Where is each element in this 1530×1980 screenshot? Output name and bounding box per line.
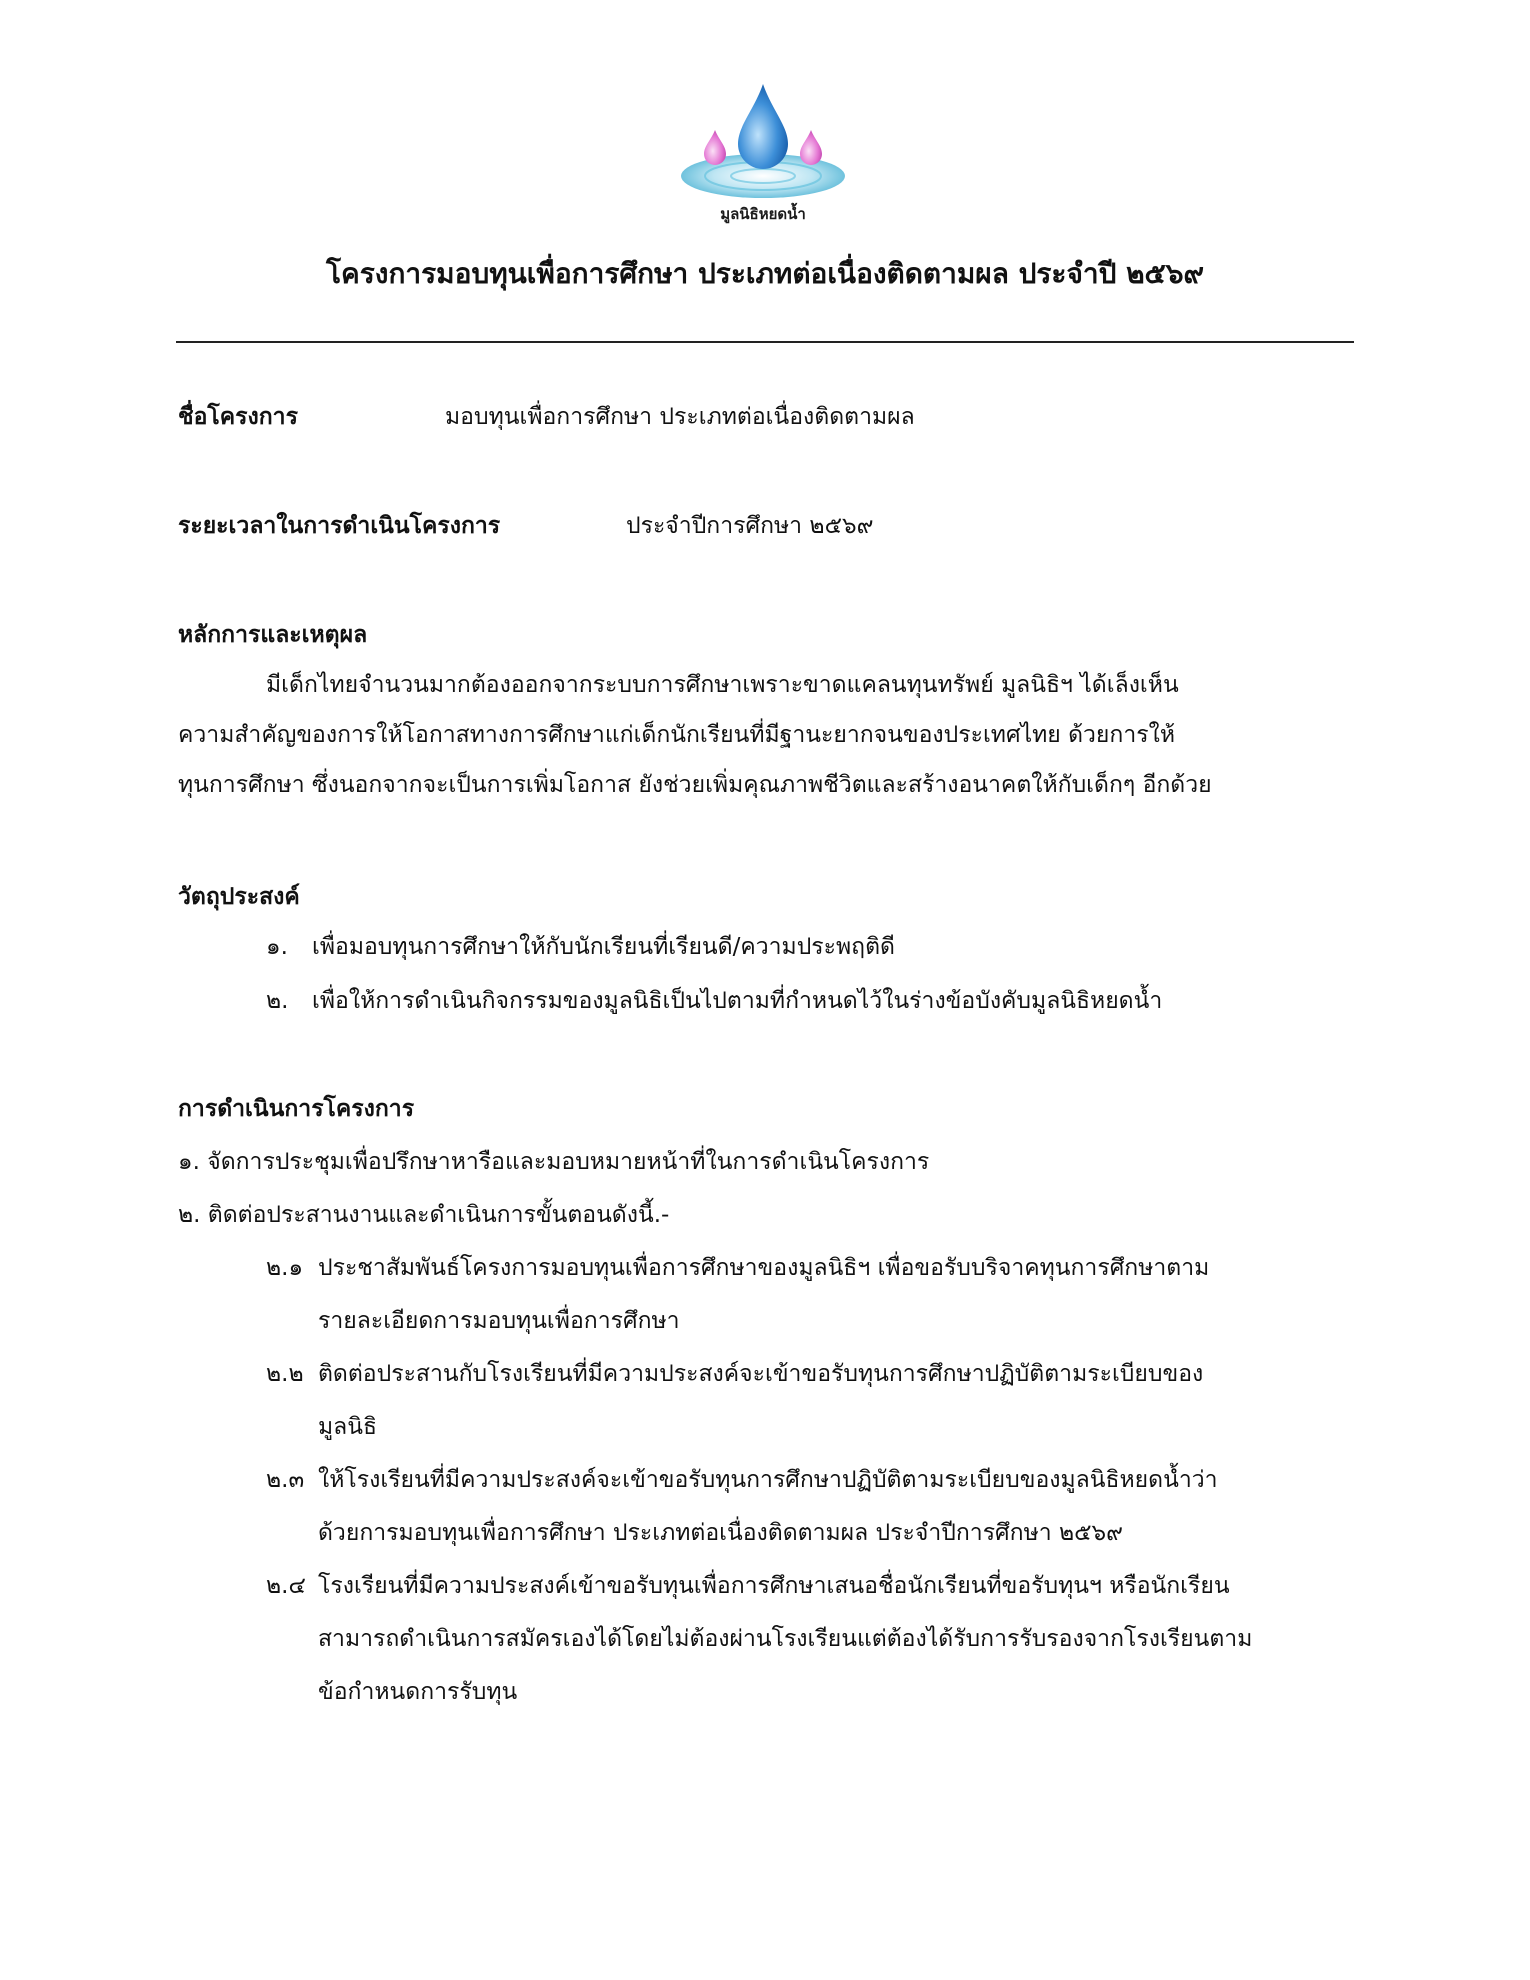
- operation-heading: การดำเนินการโครงการ: [178, 1096, 415, 1122]
- document-title: โครงการมอบทุนเพื่อการศึกษา ประเภทต่อเนื่องติดตามผล ประจำปี ๒๕๖๙: [325, 257, 1205, 290]
- rationale-heading: หลักการและเหตุผล: [178, 622, 368, 648]
- objectives-heading: วัตถุประสงค์: [178, 884, 300, 910]
- operation-item: ๑. จัดการประชุมเพื่อปรึกษาหารือและมอบหมายหน้าที่ในการดำเนินโครงการ: [178, 1149, 930, 1175]
- foundation-logo: [668, 78, 858, 228]
- objective-number: ๒.: [266, 988, 289, 1014]
- objective-text: เพื่อให้การดำเนินกิจกรรมของมูลนิธิเป็นไปตามที่กำหนดไว้ในร่างข้อบังคับมูลนิธิหยดน้ำ: [312, 988, 1163, 1014]
- operation-subitem-line: ติดต่อประสานกับโรงเรียนที่มีความประสงค์จะเข้าขอรับทุนการศึกษาปฏิบัติตามระเบียบของ: [318, 1361, 1204, 1387]
- logo-caption: มูลนิธิหยดน้ำ: [720, 205, 806, 223]
- operation-subitem-line: ประชาสัมพันธ์โครงการมอบทุนเพื่อการศึกษาของมูลนิธิฯ เพื่อขอรับบริจาคทุนการศึกษาตาม: [318, 1255, 1210, 1281]
- rationale-line: ทุนการศึกษา ซึ่งนอกจากจะเป็นการเพิ่มโอกาส ยังช่วยเพิ่มคุณภาพชีวิตและสร้างอนาคตให้กับเด็กๆ อีกด้วย: [178, 772, 1212, 798]
- operation-subitem-number: ๒.๔: [266, 1573, 306, 1599]
- operation-subitem-line: โรงเรียนที่มีความประสงค์เข้าขอรับทุนเพื่อการศึกษาเสนอชื่อนักเรียนที่ขอรับทุนฯ หรือนักเรียน: [318, 1573, 1230, 1599]
- objective-text: เพื่อมอบทุนการศึกษาให้กับนักเรียนที่เรียนดี/ความประพฤติดี: [312, 934, 895, 960]
- operation-subitem-number: ๒.๓: [266, 1467, 305, 1493]
- operation-subitem-line: ให้โรงเรียนที่มีความประสงค์จะเข้าขอรับทุนการศึกษาปฏิบัติตามระเบียบของมูลนิธิหยดน้ำว่า: [318, 1467, 1218, 1493]
- period-value: ประจำปีการศึกษา ๒๕๖๙: [626, 513, 874, 539]
- operation-subitem-line: ข้อกำหนดการรับทุน: [318, 1679, 518, 1705]
- operation-item: ๒. ติดต่อประสานงานและดำเนินการขั้นตอนดังนี้.-: [178, 1202, 670, 1228]
- rationale-line: ความสำคัญของการให้โอกาสทางการศึกษาแก่เด็กนักเรียนที่มีฐานะยากจนของประเทศไทย ด้วยการให้: [178, 722, 1175, 748]
- title-divider: [176, 341, 1354, 343]
- objective-number: ๑.: [266, 934, 288, 960]
- operation-subitem-number: ๒.๑: [266, 1255, 304, 1281]
- operation-subitem-line: สามารถดำเนินการสมัครเองได้โดยไม่ต้องผ่านโรงเรียนแต่ต้องได้รับการรับรองจากโรงเรียนตาม: [318, 1626, 1253, 1652]
- operation-subitem-line: มูลนิธิ: [318, 1414, 378, 1440]
- operation-subitem-line: ด้วยการมอบทุนเพื่อการศึกษา ประเภทต่อเนื่องติดตามผล ประจำปีการศึกษา ๒๕๖๙: [318, 1520, 1123, 1546]
- water-drop-icon: [668, 78, 858, 202]
- operation-subitem-number: ๒.๒: [266, 1361, 304, 1387]
- project-name-value: มอบทุนเพื่อการศึกษา ประเภทต่อเนื่องติดตามผล: [445, 404, 915, 430]
- operation-subitem-line: รายละเอียดการมอบทุนเพื่อการศึกษา: [318, 1308, 680, 1334]
- period-label: ระยะเวลาในการดำเนินโครงการ: [178, 513, 501, 539]
- rationale-line: มีเด็กไทยจำนวนมากต้องออกจากระบบการศึกษาเพราะขาดแคลนทุนทรัพย์ มูลนิธิฯ ได้เล็งเห็น: [266, 672, 1179, 698]
- project-name-label: ชื่อโครงการ: [178, 404, 298, 430]
